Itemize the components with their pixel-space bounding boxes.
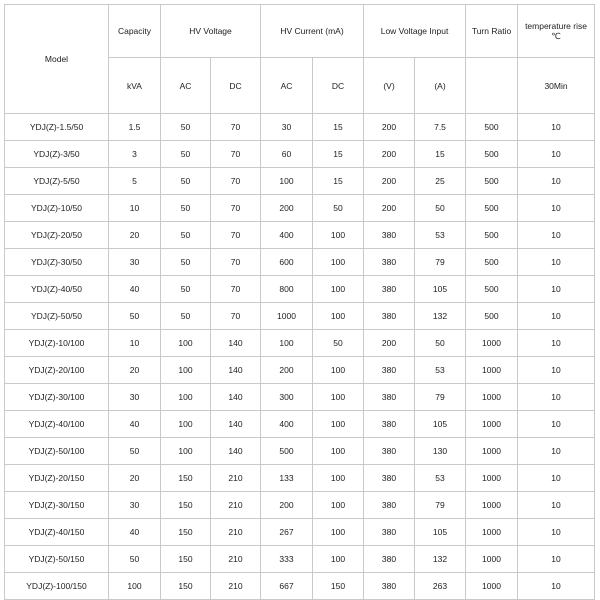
cell-hv-voltage-dc: 210: [211, 573, 261, 600]
cell-low-voltage-a: 15: [415, 141, 466, 168]
cell-low-voltage-a: 53: [415, 465, 466, 492]
cell-hv-current-dc: 100: [313, 438, 364, 465]
cell-hv-current-dc: 15: [313, 141, 364, 168]
cell-low-voltage-v: 380: [364, 249, 415, 276]
cell-hv-voltage-ac: 50: [161, 303, 211, 330]
cell-capacity: 20: [109, 222, 161, 249]
cell-hv-current-dc: 100: [313, 411, 364, 438]
cell-low-voltage-v: 380: [364, 222, 415, 249]
cell-temperature-rise: 10: [518, 573, 595, 600]
cell-capacity: 20: [109, 465, 161, 492]
cell-hv-current-ac: 30: [261, 114, 313, 141]
spec-table: [4, 4, 595, 600]
cell-model: YDJ(Z)-20/100: [5, 357, 109, 384]
cell-low-voltage-a: 263: [415, 573, 466, 600]
cell-model: YDJ(Z)-100/150: [5, 573, 109, 600]
header-temperature-rise-label: temperature rise: [525, 20, 587, 31]
cell-hv-current-ac: 200: [261, 357, 313, 384]
table-row: [5, 303, 595, 330]
table-body: [5, 114, 595, 600]
table-row: [5, 249, 595, 276]
cell-hv-current-ac: 100: [261, 330, 313, 357]
cell-capacity: 40: [109, 276, 161, 303]
cell-hv-current-ac: 800: [261, 276, 313, 303]
cell-low-voltage-a: 53: [415, 222, 466, 249]
header-row: [5, 5, 595, 58]
cell-turn-ratio: 1000: [466, 492, 518, 519]
cell-low-voltage-v: 200: [364, 114, 415, 141]
cell-hv-current-ac: 100: [261, 168, 313, 195]
table-row: [5, 492, 595, 519]
cell-turn-ratio: 1000: [466, 465, 518, 492]
table-row: [5, 384, 595, 411]
cell-low-voltage-a: 7.5: [415, 114, 466, 141]
table-row: [5, 141, 595, 168]
cell-capacity: 50: [109, 546, 161, 573]
subheader-hv-voltage-dc: DC: [211, 58, 261, 114]
cell-low-voltage-v: 200: [364, 168, 415, 195]
table-row: [5, 195, 595, 222]
cell-turn-ratio: 1000: [466, 546, 518, 573]
cell-hv-voltage-dc: 70: [211, 141, 261, 168]
cell-turn-ratio: 500: [466, 276, 518, 303]
cell-hv-voltage-ac: 150: [161, 492, 211, 519]
cell-hv-current-dc: 100: [313, 357, 364, 384]
cell-temperature-rise: 10: [518, 492, 595, 519]
header-turn-ratio: Turn Ratio: [466, 5, 518, 58]
cell-turn-ratio: 1000: [466, 357, 518, 384]
cell-hv-current-dc: 15: [313, 168, 364, 195]
cell-low-voltage-v: 380: [364, 303, 415, 330]
cell-hv-voltage-ac: 100: [161, 438, 211, 465]
cell-low-voltage-a: 132: [415, 546, 466, 573]
cell-hv-voltage-dc: 210: [211, 465, 261, 492]
cell-turn-ratio: 500: [466, 141, 518, 168]
cell-hv-current-ac: 200: [261, 195, 313, 222]
cell-temperature-rise: 10: [518, 546, 595, 573]
cell-capacity: 10: [109, 330, 161, 357]
cell-hv-current-dc: 100: [313, 384, 364, 411]
cell-capacity: 50: [109, 438, 161, 465]
cell-hv-current-ac: 200: [261, 492, 313, 519]
cell-model: YDJ(Z)-50/150: [5, 546, 109, 573]
cell-temperature-rise: 10: [518, 303, 595, 330]
cell-model: YDJ(Z)-10/100: [5, 330, 109, 357]
cell-model: YDJ(Z)-10/50: [5, 195, 109, 222]
cell-model: YDJ(Z)-3/50: [5, 141, 109, 168]
header-hv-current: HV Current (mA): [261, 5, 364, 58]
cell-turn-ratio: 500: [466, 303, 518, 330]
cell-turn-ratio: 1000: [466, 438, 518, 465]
header-capacity: Capacity: [109, 5, 161, 58]
table-header: [5, 5, 595, 114]
subheader-hv-voltage-ac: AC: [161, 58, 211, 114]
cell-low-voltage-a: 130: [415, 438, 466, 465]
cell-low-voltage-v: 380: [364, 438, 415, 465]
subheader-hv-current-dc: DC: [313, 58, 364, 114]
cell-turn-ratio: 1000: [466, 519, 518, 546]
cell-model: YDJ(Z)-20/50: [5, 222, 109, 249]
cell-hv-current-ac: 60: [261, 141, 313, 168]
table-row: [5, 519, 595, 546]
cell-capacity: 30: [109, 384, 161, 411]
cell-model: YDJ(Z)-40/100: [5, 411, 109, 438]
cell-hv-current-dc: 50: [313, 330, 364, 357]
header-low-voltage-input: Low Voltage Input: [364, 5, 466, 58]
cell-capacity: 1.5: [109, 114, 161, 141]
cell-turn-ratio: 500: [466, 114, 518, 141]
cell-temperature-rise: 10: [518, 276, 595, 303]
cell-low-voltage-v: 380: [364, 519, 415, 546]
cell-capacity: 10: [109, 195, 161, 222]
cell-capacity: 30: [109, 249, 161, 276]
cell-hv-voltage-dc: 210: [211, 519, 261, 546]
cell-hv-current-ac: 600: [261, 249, 313, 276]
cell-hv-current-dc: 100: [313, 492, 364, 519]
cell-hv-current-dc: 100: [313, 303, 364, 330]
cell-temperature-rise: 10: [518, 141, 595, 168]
cell-model: YDJ(Z)-40/50: [5, 276, 109, 303]
cell-hv-voltage-ac: 150: [161, 519, 211, 546]
cell-temperature-rise: 10: [518, 249, 595, 276]
cell-hv-current-ac: 1000: [261, 303, 313, 330]
cell-low-voltage-v: 200: [364, 195, 415, 222]
cell-hv-current-dc: 100: [313, 222, 364, 249]
cell-hv-voltage-ac: 100: [161, 357, 211, 384]
cell-hv-voltage-dc: 70: [211, 249, 261, 276]
table-row: [5, 465, 595, 492]
cell-hv-current-dc: 100: [313, 276, 364, 303]
cell-hv-voltage-dc: 70: [211, 195, 261, 222]
cell-capacity: 50: [109, 303, 161, 330]
cell-hv-voltage-dc: 70: [211, 222, 261, 249]
cell-hv-voltage-dc: 140: [211, 357, 261, 384]
cell-hv-current-ac: 400: [261, 222, 313, 249]
cell-low-voltage-a: 79: [415, 249, 466, 276]
cell-capacity: 5: [109, 168, 161, 195]
cell-hv-voltage-ac: 50: [161, 168, 211, 195]
cell-temperature-rise: 10: [518, 465, 595, 492]
header-model: Model: [5, 5, 109, 114]
header-hv-voltage: HV Voltage: [161, 5, 261, 58]
cell-hv-voltage-dc: 70: [211, 168, 261, 195]
cell-hv-voltage-ac: 100: [161, 384, 211, 411]
cell-hv-voltage-ac: 150: [161, 573, 211, 600]
cell-hv-voltage-ac: 50: [161, 249, 211, 276]
table-row: [5, 438, 595, 465]
table-row: [5, 546, 595, 573]
cell-model: YDJ(Z)-5/50: [5, 168, 109, 195]
cell-hv-voltage-dc: 140: [211, 438, 261, 465]
cell-hv-current-dc: 150: [313, 573, 364, 600]
subheader-low-voltage-v: (V): [364, 58, 415, 114]
cell-hv-voltage-dc: 70: [211, 303, 261, 330]
cell-hv-voltage-dc: 210: [211, 546, 261, 573]
table-row: [5, 114, 595, 141]
cell-hv-voltage-dc: 140: [211, 411, 261, 438]
cell-low-voltage-v: 200: [364, 330, 415, 357]
cell-hv-current-ac: 500: [261, 438, 313, 465]
cell-model: YDJ(Z)-50/100: [5, 438, 109, 465]
cell-hv-current-ac: 300: [261, 384, 313, 411]
cell-low-voltage-a: 79: [415, 384, 466, 411]
cell-hv-voltage-dc: 210: [211, 492, 261, 519]
cell-hv-current-dc: 100: [313, 465, 364, 492]
cell-hv-current-ac: 333: [261, 546, 313, 573]
cell-low-voltage-a: 105: [415, 411, 466, 438]
cell-low-voltage-a: 132: [415, 303, 466, 330]
cell-hv-voltage-ac: 50: [161, 195, 211, 222]
cell-temperature-rise: 10: [518, 357, 595, 384]
cell-low-voltage-v: 200: [364, 141, 415, 168]
cell-model: YDJ(Z)-40/150: [5, 519, 109, 546]
cell-turn-ratio: 500: [466, 195, 518, 222]
cell-low-voltage-a: 53: [415, 357, 466, 384]
cell-low-voltage-v: 380: [364, 492, 415, 519]
cell-low-voltage-v: 380: [364, 465, 415, 492]
cell-hv-current-dc: 15: [313, 114, 364, 141]
cell-low-voltage-v: 380: [364, 573, 415, 600]
cell-capacity: 3: [109, 141, 161, 168]
cell-low-voltage-a: 105: [415, 519, 466, 546]
cell-model: YDJ(Z)-30/100: [5, 384, 109, 411]
cell-temperature-rise: 10: [518, 330, 595, 357]
cell-model: YDJ(Z)-50/50: [5, 303, 109, 330]
cell-temperature-rise: 10: [518, 114, 595, 141]
cell-hv-voltage-dc: 70: [211, 114, 261, 141]
cell-low-voltage-a: 50: [415, 330, 466, 357]
cell-hv-current-dc: 100: [313, 519, 364, 546]
cell-capacity: 100: [109, 573, 161, 600]
cell-temperature-rise: 10: [518, 519, 595, 546]
subheader-turn-ratio-unit: [466, 58, 518, 114]
cell-hv-current-dc: 50: [313, 195, 364, 222]
cell-hv-voltage-ac: 50: [161, 141, 211, 168]
cell-capacity: 40: [109, 411, 161, 438]
cell-turn-ratio: 500: [466, 222, 518, 249]
cell-turn-ratio: 500: [466, 249, 518, 276]
cell-hv-voltage-ac: 50: [161, 276, 211, 303]
cell-turn-ratio: 1000: [466, 384, 518, 411]
cell-turn-ratio: 1000: [466, 330, 518, 357]
cell-low-voltage-a: 25: [415, 168, 466, 195]
cell-capacity: 40: [109, 519, 161, 546]
subheader-capacity-unit: kVA: [109, 58, 161, 114]
cell-hv-voltage-ac: 100: [161, 411, 211, 438]
table-row: [5, 411, 595, 438]
cell-low-voltage-v: 380: [364, 411, 415, 438]
cell-low-voltage-v: 380: [364, 357, 415, 384]
cell-temperature-rise: 10: [518, 411, 595, 438]
cell-hv-current-ac: 400: [261, 411, 313, 438]
table-row: [5, 573, 595, 600]
cell-temperature-rise: 10: [518, 168, 595, 195]
cell-hv-current-ac: 267: [261, 519, 313, 546]
cell-model: YDJ(Z)-30/50: [5, 249, 109, 276]
cell-turn-ratio: 1000: [466, 411, 518, 438]
cell-low-voltage-a: 105: [415, 276, 466, 303]
cell-hv-current-ac: 667: [261, 573, 313, 600]
table-row: [5, 222, 595, 249]
cell-low-voltage-a: 50: [415, 195, 466, 222]
cell-model: YDJ(Z)-1.5/50: [5, 114, 109, 141]
table-row: [5, 168, 595, 195]
cell-low-voltage-a: 79: [415, 492, 466, 519]
cell-capacity: 20: [109, 357, 161, 384]
cell-hv-voltage-ac: 50: [161, 222, 211, 249]
cell-turn-ratio: 1000: [466, 573, 518, 600]
cell-temperature-rise: 10: [518, 438, 595, 465]
cell-model: YDJ(Z)-30/150: [5, 492, 109, 519]
table-row: [5, 330, 595, 357]
header-temperature-rise: [518, 5, 595, 58]
cell-hv-voltage-ac: 50: [161, 114, 211, 141]
cell-hv-voltage-dc: 140: [211, 330, 261, 357]
cell-hv-voltage-ac: 150: [161, 465, 211, 492]
cell-hv-voltage-ac: 100: [161, 330, 211, 357]
cell-hv-voltage-ac: 150: [161, 546, 211, 573]
cell-low-voltage-v: 380: [364, 384, 415, 411]
subheader-hv-current-ac: AC: [261, 58, 313, 114]
cell-temperature-rise: 10: [518, 384, 595, 411]
cell-temperature-rise: 10: [518, 195, 595, 222]
cell-hv-current-dc: 100: [313, 249, 364, 276]
cell-hv-current-dc: 100: [313, 546, 364, 573]
cell-low-voltage-v: 380: [364, 546, 415, 573]
cell-turn-ratio: 500: [466, 168, 518, 195]
cell-low-voltage-v: 380: [364, 276, 415, 303]
cell-hv-current-ac: 133: [261, 465, 313, 492]
cell-hv-voltage-dc: 140: [211, 384, 261, 411]
table-row: [5, 357, 595, 384]
subheader-temperature-rise-duration: 30Min: [518, 58, 595, 114]
cell-capacity: 30: [109, 492, 161, 519]
cell-model: YDJ(Z)-20/150: [5, 465, 109, 492]
cell-temperature-rise: 10: [518, 222, 595, 249]
cell-hv-voltage-dc: 70: [211, 276, 261, 303]
header-temperature-rise-unit: ℃: [551, 31, 561, 42]
subheader-low-voltage-a: (A): [415, 58, 466, 114]
table-row: [5, 276, 595, 303]
